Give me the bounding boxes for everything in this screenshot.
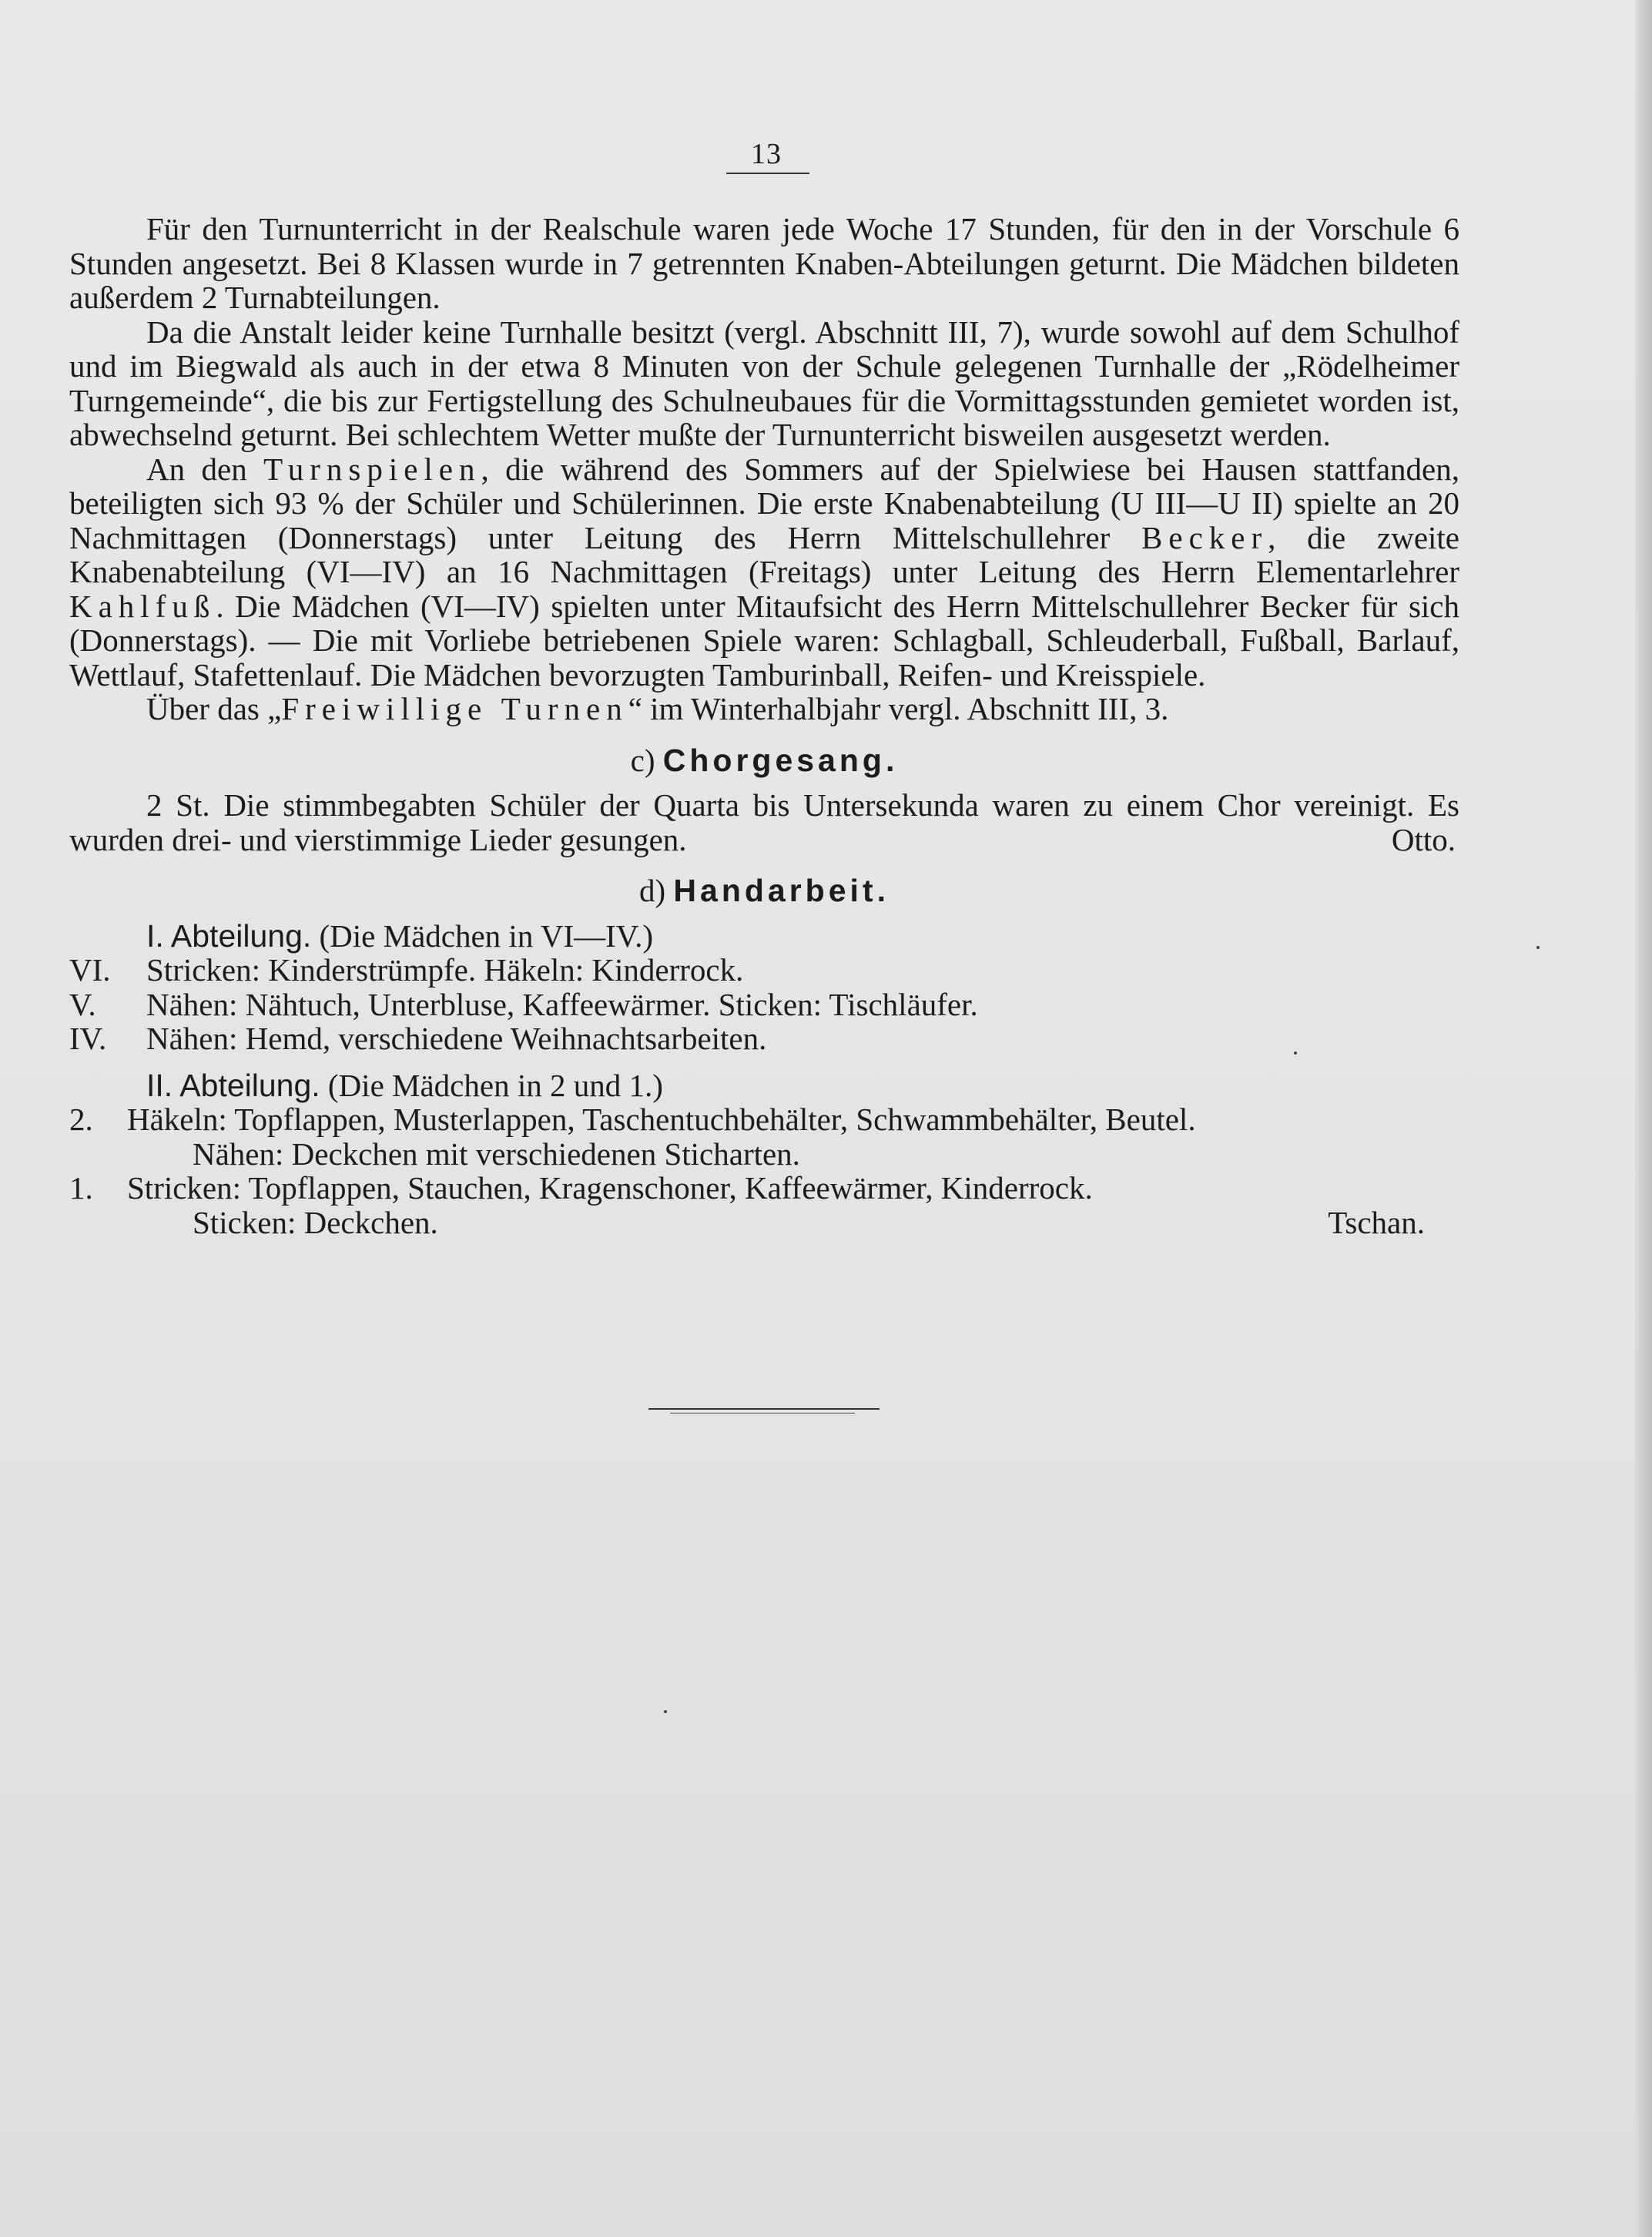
abteilung-label: I. Abteilung. — [146, 917, 312, 954]
heading-chorgesang — [69, 743, 1459, 778]
list-subitem: Sticken: Deckchen. — [193, 1204, 438, 1240]
speck-mark — [1294, 1051, 1297, 1055]
paragraph-turnhalle: Da die Anstalt leider keine Turnhalle besitzt (vergl. Abschnitt III, 7), wurde sowohl auf dem Schulhof und im Biegwald als auch in der etwa 8 Minuten von der Schule gelegenen Turnhalle der „Rödelheimer Turngemeinde“, die bis zur Fertigstellung des Schulneubaues für die Vormittagsstunden gemietet worden ist, abwechselnd geturnt. Bei schlechtem Wetter mußte der Turnunterricht bisweilen ausgesetzt werden. — [69, 314, 1459, 452]
class-label: V. — [69, 986, 96, 1022]
text-segment: . Die Mädchen (VI—IV) spielten unter Mitaufsicht des Herrn Mittelschullehrer Becker für sich (Donnerstags). — Die mit Vorliebe betriebenen Spiele waren: Schlagball, Schleuderball, Fußball, Barlauf, Wettlauf, Stafettenlauf. Die Mädchen bevorzugten Tamburinball, Reifen- und Kreisspiele. — [69, 588, 1459, 693]
item-text: Stricken: Topflappen, Stauchen, Kragenschoner, Kaffeewärmer, Kinderrock. — [127, 1170, 1093, 1206]
list-item — [69, 988, 1459, 1022]
class-label: IV. — [69, 1021, 107, 1056]
text-segment: “ im Winterhalbjahr vergl. Abschnitt III, 3. — [628, 691, 1169, 726]
heading-prefix: d) — [639, 873, 666, 908]
item-text: Häkeln: Topflappen, Musterlappen, Taschentuchbehälter, Schwammbehälter, Beutel. — [127, 1102, 1196, 1137]
page-number-rule — [726, 173, 809, 174]
page-edge — [1635, 0, 1652, 2237]
list-item — [69, 1171, 1459, 1206]
paragraph-turnunterricht: Für den Turnunterricht in der Realschule waren jede Woche 17 Stunden, für den in der Vorschule 6 Stunden angesetzt. Bei 8 Klassen wurde in 7 getrennten Knaben-Abteilungen geturnt. Die Mädchen bildeten außerdem 2 Turnabteilungen. — [69, 211, 1459, 315]
text-segment: An den — [146, 451, 264, 487]
signature-otto: Otto. — [1391, 821, 1456, 857]
text-segment: , die während des Sommers auf der Spielwiese bei Hausen stattfanden, beteiligten sich 93 % der Schüler und Schülerinnen. Die erste Knabenabteilung (U III—U II) spielte an 20 Nachmittagen (Donnerstags) unter Leitung des Herrn Mittelschullehrer — [69, 451, 1459, 555]
heading-handarbeit — [69, 874, 1459, 908]
speck-mark — [664, 1710, 667, 1713]
heading-title: Handarbeit. — [673, 873, 890, 908]
text-segment: , die zweite Knabenabteilung (VI—IV) an 16 Nachmittagen (Freitags) unter Leitung des Herrn Elementarlehrer — [69, 519, 1459, 589]
item-text: Nähen: Nähtuch, Unterbluse, Kaffeewärmer. Sticken: Tischläufer. — [146, 986, 978, 1022]
abteilung-2-header — [146, 1068, 1459, 1103]
class-label: 1. — [69, 1170, 93, 1206]
heading-title: Chorgesang. — [662, 742, 899, 778]
abteilung-1-header — [146, 919, 1459, 954]
list-item — [69, 953, 1459, 988]
term-freiwillige-turnen: Freiwillige Turnen — [281, 691, 628, 726]
list-item — [69, 1102, 1459, 1137]
item-text: Stricken: Kinderstrümpfe. Häkeln: Kinderrock. — [146, 952, 744, 988]
abteilung-label: II. Abteilung. — [146, 1067, 320, 1103]
list-subitem-row — [69, 1206, 1459, 1240]
page-number: 13 — [751, 138, 782, 170]
heading-prefix: c) — [630, 742, 655, 778]
list-subitem: Nähen: Deckchen mit verschiedenen Sticharten. — [193, 1135, 800, 1172]
name-becker: Becker — [1141, 519, 1268, 555]
speck-mark — [1536, 946, 1540, 949]
term-turnspielen: Turnspielen — [263, 451, 481, 487]
list-item — [69, 1021, 1459, 1056]
end-rule-thin — [670, 1413, 855, 1414]
text-segment: Über das „ — [146, 691, 282, 726]
class-label: 2. — [69, 1102, 93, 1137]
end-rule — [648, 1408, 880, 1410]
abteilung-note: (Die Mädchen in 2 und 1.) — [327, 1067, 663, 1103]
signature-tschan: Tschan. — [1328, 1204, 1425, 1240]
item-text: Nähen: Hemd, verschiedene Weihnachtsarbeiten. — [146, 1021, 767, 1056]
paragraph-freiwilliges-turnen — [69, 692, 1459, 726]
class-label: VI. — [69, 952, 111, 988]
paragraph-turnspiele — [69, 452, 1459, 693]
paragraph-chorgesang: 2 St. Die stimmbegabten Schüler der Quarta bis Untersekunda waren zu einem Chor vereinigt. Es wurden drei- und vierstimmige Lieder gesungen. — [69, 787, 1459, 857]
abteilung-note: (Die Mädchen in VI—IV.) — [319, 917, 653, 954]
body-text — [69, 212, 1459, 1239]
name-kahlfuss: Kahlfuß — [69, 588, 216, 624]
